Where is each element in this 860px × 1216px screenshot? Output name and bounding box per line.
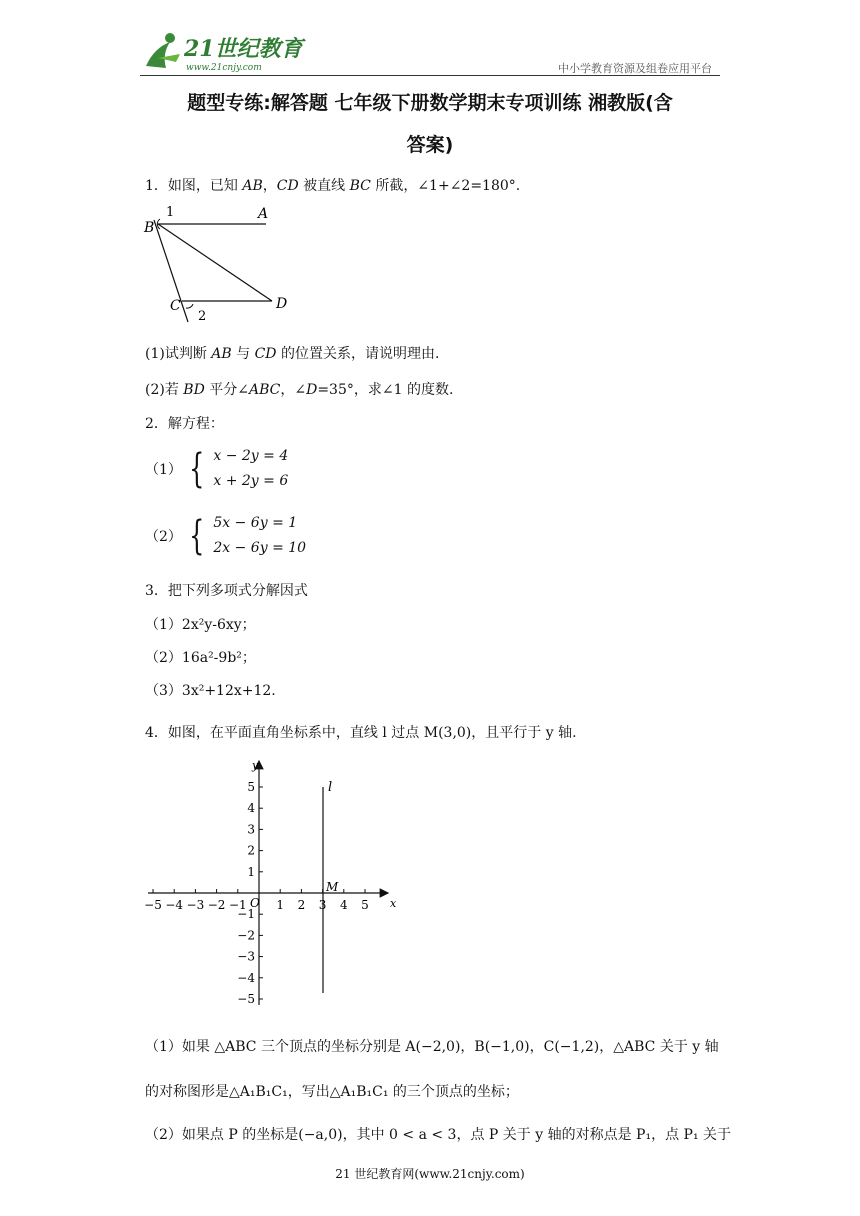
- q3-item1: （1）2x²y-6xy；: [145, 617, 256, 633]
- label-B: B: [144, 220, 155, 236]
- label-C: C: [170, 298, 181, 314]
- point-M-label: M: [326, 880, 339, 894]
- y-tick-label: −2: [237, 928, 255, 943]
- logo-text: 21世纪教育: [184, 36, 303, 62]
- y-tick-label: 4: [247, 801, 255, 816]
- y-tick-label: 3: [247, 822, 255, 837]
- x-tick-label: −3: [186, 898, 205, 912]
- q2-system-1: （1） { x − 2y = 4 x + 2y = 6: [145, 446, 289, 492]
- angle-2-label: 2: [198, 309, 207, 324]
- y-axis-label: y: [252, 759, 259, 772]
- q3-item2: （2）16a²-9b²；: [145, 650, 256, 666]
- angle-1-label: 1: [166, 205, 175, 220]
- header-slogan: 中小学教育资源及组卷应用平台: [558, 62, 712, 75]
- y-tick-label: 1: [247, 864, 255, 879]
- q3-item3: （3）3x²+12x+12.: [145, 683, 276, 699]
- q1-figure: [140, 198, 300, 328]
- line-l-label: l: [328, 780, 333, 795]
- y-tick-label: −5: [237, 992, 255, 1006]
- q2-system-2: （2） { 5x − 6y = 1 2x − 6y = 10: [145, 513, 307, 559]
- q2-intro: 2．解方程：: [145, 416, 224, 432]
- q4-part1-line1: （1）如果 △ABC 三个顶点的坐标分别是 A(−2,0)，B(−1,0)，C(−1,2)，△ABC 关于 y 轴: [145, 1039, 719, 1055]
- q2-s1-eq1: x − 2y = 4: [213, 448, 289, 464]
- site-logo: [140, 28, 303, 76]
- header-divider: [140, 75, 720, 76]
- label-A: A: [258, 206, 269, 222]
- q2-s1-eq2: x + 2y = 6: [213, 473, 289, 489]
- label-D: D: [276, 296, 288, 312]
- x-tick-label: 4: [339, 898, 348, 912]
- origin-label: O: [250, 896, 260, 910]
- q4-intro: 4．如图，在平面直角坐标系中，直线 l 过点 M(3,0)，且平行于 y 轴.: [145, 725, 577, 741]
- q4-part2: （2）如果点 P 的坐标是(−a,0)，其中 0 < a < 3，点 P 关于 y 轴的对称点是 P₁，点 P₁ 关于: [145, 1127, 732, 1143]
- x-tick-label: 2: [297, 898, 306, 912]
- x-tick-label: −1: [228, 898, 247, 912]
- y-tick-label: 2: [247, 843, 255, 858]
- q3-intro: 3．把下列多项式分解因式: [145, 583, 308, 599]
- page-footer: 21 世纪教育网(www.21cnjy.com): [335, 1167, 525, 1181]
- y-tick-label: −3: [237, 949, 255, 964]
- page-header: [140, 28, 720, 76]
- q1-intro: 1．如图，已知 AB，CD 被直线 BC 所截，∠1+∠2=180°.: [145, 178, 521, 194]
- logo-url: www.21cnjy.com: [186, 63, 262, 73]
- x-tick-label: −2: [207, 898, 226, 912]
- y-tick-label: −1: [237, 907, 255, 922]
- q1-part2: (2)若 BD 平分∠ABC，∠D=35°，求∠1 的度数.: [145, 382, 454, 398]
- q4-part1-line2: 的对称图形是△A₁B₁C₁，写出△A₁B₁C₁ 的三个顶点的坐标；: [145, 1084, 519, 1100]
- q4-coordinate-plane: [140, 755, 400, 1015]
- q1-part1: (1)试判断 AB 与 CD 的位置关系，请说明理由.: [145, 346, 440, 362]
- y-tick-label: −4: [237, 970, 255, 985]
- x-axis-label: x: [390, 897, 397, 910]
- page-title-line1: 题型专练:解答题 七年级下册数学期末专项训练 湘教版(含: [187, 92, 673, 114]
- page-title-line2: 答案): [406, 134, 454, 156]
- q2-s2-eq1: 5x − 6y = 1: [213, 515, 298, 531]
- x-tick-label: −4: [165, 898, 184, 912]
- q2-s2-eq2: 2x − 6y = 10: [213, 540, 307, 556]
- x-tick-label: 5: [361, 898, 369, 912]
- x-tick-label: −5: [144, 898, 162, 912]
- x-tick-label: 3: [318, 898, 327, 912]
- y-tick-label: 5: [247, 780, 255, 794]
- x-tick-label: 1: [276, 898, 285, 912]
